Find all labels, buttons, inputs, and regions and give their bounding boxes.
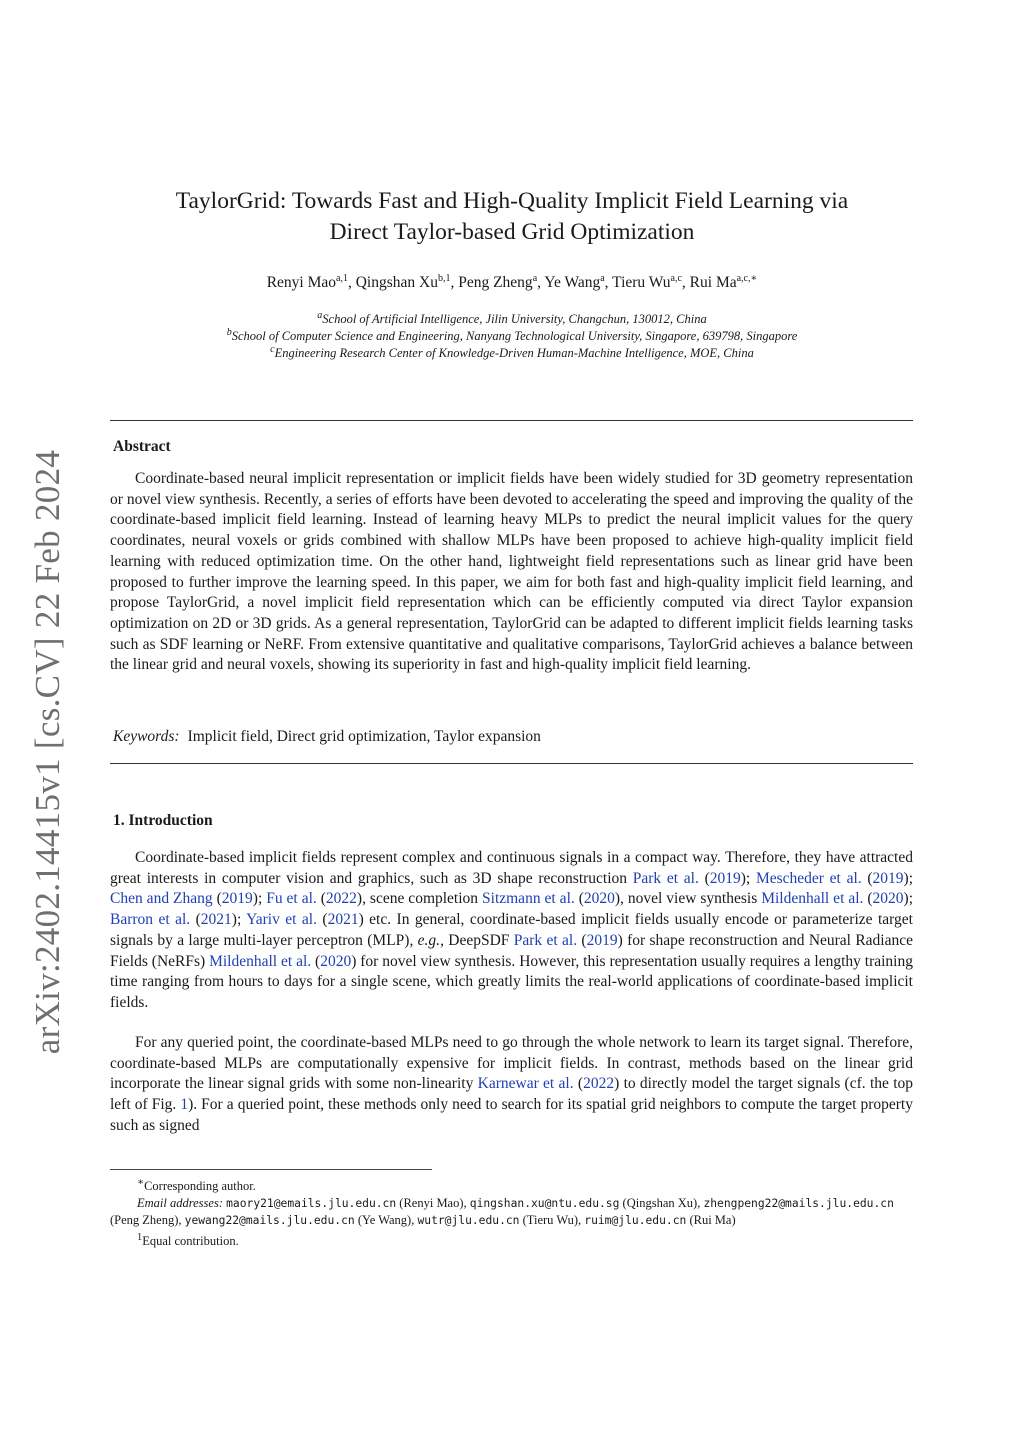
intro-paragraph-1 [110,848,913,1014]
paragraph-text: ), scene completion [356,890,483,908]
author: Tieru Wu$^{a,c}$ [612,272,682,291]
citation-link[interactable]: 2019 [586,931,618,949]
author-list: Renyi Mao$^{a,1}$, Qingshan Xu$^{b,1}$, Peng Zheng$^a$, Ye Wang$^a$, Tieru Wu$^{a,c}$, Rui $Ma^{a,c,∗}$ [266,272,758,291]
paragraph-text: , DeepSDF [440,931,514,949]
footnote-corresponding: ∗Corresponding author. [137,1177,256,1194]
citation-link[interactable]: 2022 [325,890,357,908]
section-heading-introduction: 1. Introduction [113,812,213,829]
paragraph-text: ( [190,911,201,929]
footnotes [110,1175,913,1249]
paragraph-text: ); [903,890,914,908]
citation-link[interactable]: Karnewar et al. [477,1075,574,1093]
paragraph-text: ( [574,890,584,908]
citation-link[interactable]: Barron et al. [110,911,191,929]
abstract-heading: Abstract [113,438,171,455]
paragraph-text: For any queried point, the coordinate-based MLPs need to go through the whole network to learn its target signal. Therefore, coordinate-based MLPs are computationally expensive for implicit fields. In contrast, methods based on the linear grid incorporate the linear signal grids with some non-linearity [110,1034,913,1093]
paragraph-text: ( [698,869,710,887]
citation-link[interactable]: 2020 [872,890,904,908]
paragraph-text: ); [903,869,913,887]
paragraph-text: ( [577,931,587,949]
citation-link[interactable]: 2020 [320,952,352,970]
paragraph-text: ) for shape reconstruction and Neural Radiance Fields (NeRFs) [110,931,913,970]
paragraph-text: ( [311,952,321,970]
keywords-label: Keywords: [113,728,180,745]
paragraph-text: ( [863,890,873,908]
title-line-1: TaylorGrid: Towards Fast and High-Quality Implicit Field Learning via [175,188,849,214]
paragraph-text: ( [316,890,326,908]
citation-link[interactable]: 2022 [583,1075,615,1093]
email-link[interactable]: ruim@jlu.edu.cn [584,1214,687,1228]
citation-link[interactable]: Chen and Zhang [110,890,213,908]
abstract-top-rule [110,420,913,421]
paragraph-text: ); [252,890,267,908]
email-link[interactable]: wutr@jlu.edu.cn [417,1214,520,1228]
footnote-equal-contribution: $^1$Equal contribution. [137,1231,239,1248]
paragraph-text: ) to directly model the target signals (cf. the top left of Fig. [110,1075,913,1114]
paragraph-text: ); [740,869,756,887]
author: Renyi Mao$^{a,1}$ [266,272,348,291]
citation-link[interactable]: Fu et al. [266,890,317,908]
abstract-bottom-rule [110,763,913,764]
keywords [113,728,541,746]
author: Qingshan Xu$^{b,1}$ [355,272,451,291]
citation-link[interactable]: 1 [180,1096,189,1114]
emphasis-text: e.g. [417,931,441,949]
email-link[interactable]: zhengpeng22@mails.jlu.edu.cn [703,1196,894,1210]
affiliation: $^b$School of Computer Science and Engineering, Nanyang Technological University, Singapore, 639798, Singapore [226,326,798,343]
paragraph-text: ) for novel view synthesis. However, this representation usually requires a lengthy training time ranging from hours to days for a single scene, which greatly limits the real-world applications of coordinate-based implicit fields. [110,952,913,1011]
paragraph-text: ( [573,1075,584,1093]
paragraph-text: ). For a queried point, these methods only need to search for its spatial grid neighbors to compute the target property such as signed [110,1096,913,1134]
citation-link[interactable]: 2019 [221,890,253,908]
citation-link[interactable]: Yariv et al. [246,911,317,929]
email-link[interactable]: maory21@emails.jlu.edu.cn [226,1196,397,1210]
paragraph-text: ); [231,911,247,929]
citation-link[interactable]: 2019 [872,869,904,887]
citation-link[interactable]: 2021 [200,911,232,929]
paragraph-text: ( [861,869,873,887]
paragraph-text: Coordinate-based implicit fields represent complex and continuous signals in a compact way. Therefore, they have attracted great interests in computer vision and graphics, such as 3D shape reconstruction [110,849,913,887]
citation-link[interactable]: Park et al. [632,869,699,887]
email-link[interactable]: yewang22@mails.jlu.edu.cn [184,1214,355,1228]
affiliation: $^a$School of Artificial Intelligence, Jilin University, Changchun, 130012, China [317,309,707,326]
keywords-text: Implicit field, Direct grid optimization, Taylor expansion [187,728,541,745]
email-link[interactable]: qingshan.xu@ntu.edu.sg [469,1196,620,1210]
author: Peng Zheng$^a$ [458,272,538,291]
intro-paragraph-2 [110,1033,913,1137]
citation-link[interactable]: Mescheder et al. [755,869,862,887]
paragraph-text: ( [316,911,328,929]
citation-link[interactable]: Park et al. [513,931,578,949]
affiliation: $^c$Engineering Research Center of Knowledge-Driven Human-Machine Intelligence, MOE, China [270,343,754,360]
author: Ye Wang$^a$ [544,272,605,291]
footnote-emails: Email addresses: maory21@emails.jlu.edu.cn (Renyi Mao), qingshan.xu@ntu.edu.sg (Qingshan Xu), zhengpeng22@mails.jlu.edu.cn (Peng Zheng), yewang22@mails.jlu.edu.cn (Ye Wang), wutr@jlu.edu.cn (Tieru Wu), ruim@jlu.edu.cn (Rui Ma) [110,1195,894,1228]
citation-link[interactable]: Mildenhall et al. [761,890,864,908]
footnote-rule [110,1169,432,1170]
paragraph-text: ) etc. In general, coordinate-based implicit fields usually encode or parameterize target signals by a large multi-layer perceptron (MLP), [110,911,913,949]
citation-link[interactable]: 2020 [583,890,615,908]
citation-link[interactable]: 2019 [709,869,741,887]
arxiv-identifier: arXiv:2402.14415v1 [cs.CV] 22 Feb 2024 [28,449,67,1055]
abstract-text: Coordinate-based neural implicit representation or implicit fields have been widely studied for 3D geometry representation or novel view synthesis. Recently, a series of efforts have been devoted to accelerating the speed and improving the quality of the coordinate-based implicit field learning. Instead of learning heavy MLPs to predict the neural implicit values for the query coordinates, neural voxels or grids combined with shallow MLPs have been proposed to achieve high-quality implicit field learning with reduced optimization time. On the other hand, lightweight field representations such as linear grid have been proposed to further improve the learning speed. In this paper, we aim for both fast and high-quality implicit field learning, and propose TaylorGrid, a novel implicit field representation which can be efficiently computed via direct Taylor expansion optimization on 2D or 3D grids. As a general representation, TaylorGrid can be adapted to different implicit fields learning tasks such as SDF learning or NeRF. From extensive quantitative and qualitative comparisons, TaylorGrid achieves a balance between the linear grid and neural voxels, showing its superiority in fast and high-quality implicit field learning. [110,470,913,674]
paragraph-text: ( [212,890,222,908]
paragraph-text: ), novel view synthesis [614,890,762,908]
affiliations [110,311,914,362]
author: Rui $Ma^{a,c,∗}$ [689,272,758,291]
title-line-2: Direct Taylor-based Grid Optimization [329,219,695,245]
citation-link[interactable]: 2021 [327,911,359,929]
paper-title [110,186,914,248]
citation-link[interactable]: Sitzmann et al. [482,890,575,908]
citation-link[interactable]: Mildenhall et al. [209,952,312,970]
